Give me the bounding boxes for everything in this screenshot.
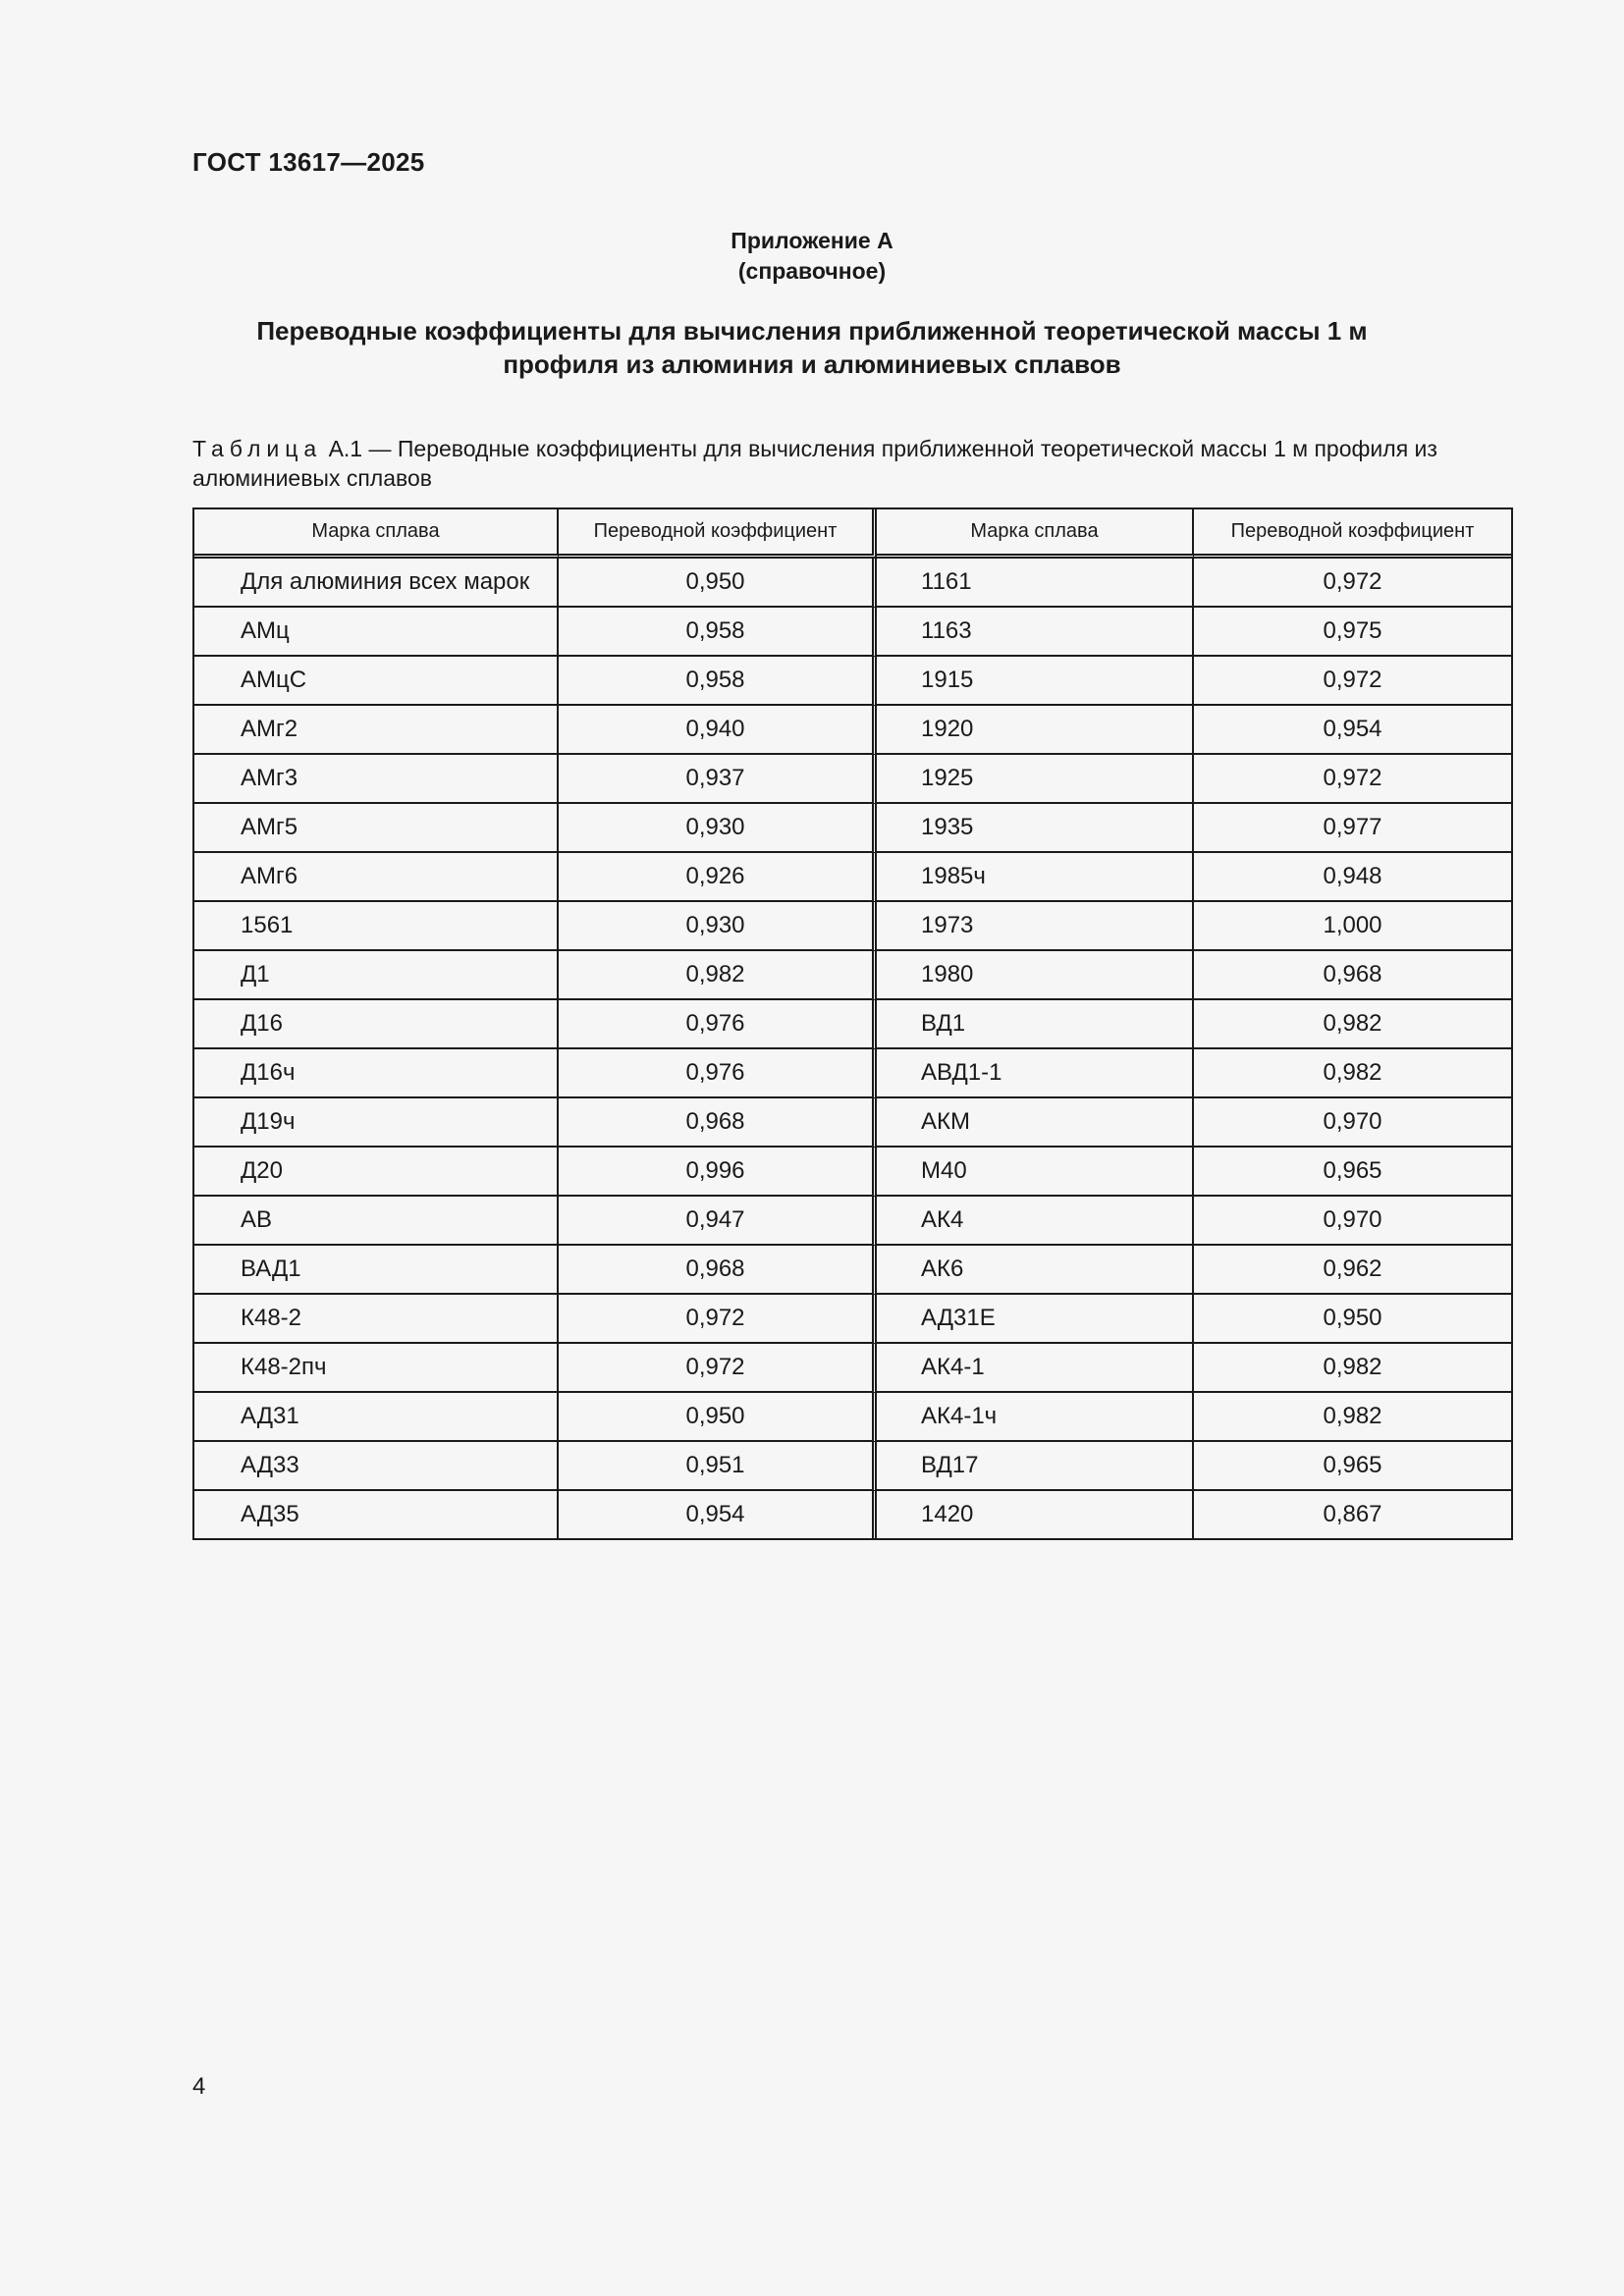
alloy-grade-cell: ВД17 bbox=[877, 1442, 1194, 1491]
coefficient-cell: 0,982 bbox=[1194, 1344, 1511, 1393]
alloy-grade-cell: АК4-1 bbox=[877, 1344, 1194, 1393]
alloy-grade-cell: АМг5 bbox=[194, 804, 559, 853]
table-row bbox=[194, 755, 1511, 804]
table-row bbox=[194, 804, 1511, 853]
coefficient-cell: 0,976 bbox=[559, 1000, 877, 1049]
table-row bbox=[194, 1491, 1511, 1538]
alloy-grade-cell: М40 bbox=[877, 1148, 1194, 1197]
coefficient-cell: 0,982 bbox=[1194, 1049, 1511, 1098]
header-coefficient-1: Переводной коэффициент bbox=[559, 509, 877, 559]
alloy-grade-cell: 1920 bbox=[877, 706, 1194, 755]
alloy-grade-cell: 1980 bbox=[877, 951, 1194, 1000]
coefficient-cell: 0,962 bbox=[1194, 1246, 1511, 1295]
coefficient-cell: 0,968 bbox=[559, 1246, 877, 1295]
alloy-grade-cell: ВД1 bbox=[877, 1000, 1194, 1049]
alloy-grade-cell: 1985ч bbox=[877, 853, 1194, 902]
alloy-grade-cell: АМц bbox=[194, 608, 559, 657]
table-row bbox=[194, 1098, 1511, 1148]
page-number: 4 bbox=[192, 2073, 206, 2100]
alloy-grade-cell: АК4-1ч bbox=[877, 1393, 1194, 1442]
alloy-grade-cell: АД31 bbox=[194, 1393, 559, 1442]
table-row bbox=[194, 1442, 1511, 1491]
document-header: ГОСТ 13617—2025 bbox=[192, 147, 425, 177]
table-row bbox=[194, 1049, 1511, 1098]
coefficient-cell: 0,951 bbox=[559, 1442, 877, 1491]
alloy-grade-cell: АВД1-1 bbox=[877, 1049, 1194, 1098]
coefficient-cell: 0,950 bbox=[559, 1393, 877, 1442]
table-header-row bbox=[194, 509, 1511, 559]
alloy-grade-cell: 1163 bbox=[877, 608, 1194, 657]
coefficient-cell: 0,940 bbox=[559, 706, 877, 755]
alloy-grade-cell: 1973 bbox=[877, 902, 1194, 951]
header-alloy-grade-1: Марка сплава bbox=[194, 509, 559, 559]
table-row bbox=[194, 1295, 1511, 1344]
section-title: Переводные коэффициенты для вычисления приближенной теоретической массы 1 м профиля из алюминия и алюминиевых сплавов bbox=[256, 316, 1368, 379]
alloy-grade-cell: АК4 bbox=[877, 1197, 1194, 1246]
coefficient-cell: 0,968 bbox=[1194, 951, 1511, 1000]
coefficient-cell: 0,965 bbox=[1194, 1442, 1511, 1491]
alloy-grade-cell: К48-2 bbox=[194, 1295, 559, 1344]
coefficient-cell: 0,982 bbox=[1194, 1000, 1511, 1049]
table-row bbox=[194, 1197, 1511, 1246]
coefficient-cell: 0,926 bbox=[559, 853, 877, 902]
coefficient-cell: 0,972 bbox=[559, 1344, 877, 1393]
alloy-grade-cell: Д20 bbox=[194, 1148, 559, 1197]
table-body bbox=[194, 559, 1511, 1538]
alloy-grade-cell: 1420 bbox=[877, 1491, 1194, 1538]
table-caption-label: Таблица bbox=[192, 436, 323, 461]
alloy-grade-cell: 1561 bbox=[194, 902, 559, 951]
table-row bbox=[194, 608, 1511, 657]
coefficient-cell: 0,950 bbox=[1194, 1295, 1511, 1344]
coefficient-cell: 0,976 bbox=[559, 1049, 877, 1098]
table-row bbox=[194, 559, 1511, 608]
annex-title: Приложение А bbox=[731, 228, 893, 253]
alloy-grade-cell: АМцС bbox=[194, 657, 559, 706]
alloy-grade-cell: АК6 bbox=[877, 1246, 1194, 1295]
coefficients-table-wrap bbox=[192, 507, 1509, 1540]
coefficient-cell: 0,972 bbox=[1194, 559, 1511, 608]
coefficient-cell: 0,950 bbox=[559, 559, 877, 608]
coefficient-cell: 0,947 bbox=[559, 1197, 877, 1246]
header-coefficient-2: Переводной коэффициент bbox=[1194, 509, 1511, 559]
table-caption-text: А.1 — Переводные коэффициенты для вычисления приближенной теоретической массы 1 м профиля из алюминиевых сплавов bbox=[192, 436, 1437, 491]
coefficient-cell: 0,972 bbox=[559, 1295, 877, 1344]
coefficient-cell: 0,972 bbox=[1194, 657, 1511, 706]
table-row bbox=[194, 1393, 1511, 1442]
alloy-grade-cell: ВАД1 bbox=[194, 1246, 559, 1295]
table-row bbox=[194, 657, 1511, 706]
coefficient-cell: 0,954 bbox=[1194, 706, 1511, 755]
alloy-grade-cell: Д16ч bbox=[194, 1049, 559, 1098]
coefficients-table bbox=[192, 507, 1513, 1540]
alloy-grade-cell: Д16 bbox=[194, 1000, 559, 1049]
coefficient-cell: 0,867 bbox=[1323, 1501, 1382, 1527]
coefficient-cell: 0,982 bbox=[559, 951, 877, 1000]
coefficient-cell: 0,954 bbox=[559, 1491, 877, 1538]
coefficient-cell: 0,958 bbox=[559, 657, 877, 706]
coefficient-cell: 0,970 bbox=[1194, 1098, 1511, 1148]
table-row bbox=[194, 1148, 1511, 1197]
alloy-grade-cell: АКМ bbox=[877, 1098, 1194, 1148]
alloy-grade-cell: Д1 bbox=[194, 951, 559, 1000]
table-row bbox=[194, 1000, 1511, 1049]
alloy-grade-cell: АМг3 bbox=[194, 755, 559, 804]
coefficient-cell: 0,982 bbox=[1194, 1393, 1511, 1442]
table-row bbox=[194, 951, 1511, 1000]
alloy-grade-cell: АМг6 bbox=[194, 853, 559, 902]
alloy-grade-cell: АВ bbox=[194, 1197, 559, 1246]
table-row bbox=[194, 1246, 1511, 1295]
alloy-grade-cell: АМг2 bbox=[194, 706, 559, 755]
coefficient-cell: 0,975 bbox=[1194, 608, 1511, 657]
coefficient-cell: 1,000 bbox=[1194, 902, 1511, 951]
alloy-grade-cell: 1925 bbox=[877, 755, 1194, 804]
coefficient-cell: 0,930 bbox=[559, 804, 877, 853]
annex-subtitle: (справочное) bbox=[737, 258, 887, 284]
coefficient-cell: 0,977 bbox=[1194, 804, 1511, 853]
alloy-grade-cell: АД35 bbox=[194, 1491, 559, 1538]
coefficient-cell: 0,972 bbox=[1194, 755, 1511, 804]
table-row bbox=[194, 853, 1511, 902]
table-row bbox=[194, 706, 1511, 755]
alloy-grade-cell: АД31Е bbox=[877, 1295, 1194, 1344]
table-caption bbox=[192, 434, 1518, 493]
coefficient-cell: 0,968 bbox=[559, 1098, 877, 1148]
coefficient-cell: 0,948 bbox=[1194, 853, 1511, 902]
header-alloy-grade-2: Марка сплава bbox=[877, 509, 1194, 559]
coefficient-cell: 0,970 bbox=[1194, 1197, 1511, 1246]
alloy-grade-cell: 1935 bbox=[877, 804, 1194, 853]
table-row bbox=[194, 1344, 1511, 1393]
alloy-grade-cell: Д19ч bbox=[194, 1098, 559, 1148]
alloy-grade-cell: 1161 bbox=[877, 559, 1194, 608]
alloy-grade-cell: АД33 bbox=[194, 1442, 559, 1491]
table-row bbox=[194, 902, 1511, 951]
coefficient-cell: 0,958 bbox=[559, 608, 877, 657]
alloy-grade-cell: Для алюминия всех марок bbox=[194, 559, 559, 608]
coefficient-cell: 0,930 bbox=[559, 902, 877, 951]
coefficient-cell: 0,965 bbox=[1194, 1148, 1511, 1197]
coefficient-cell: 0,937 bbox=[559, 755, 877, 804]
alloy-grade-cell: К48-2пч bbox=[194, 1344, 559, 1393]
coefficient-cell: 0,996 bbox=[559, 1148, 877, 1197]
alloy-grade-cell: 1915 bbox=[877, 657, 1194, 706]
